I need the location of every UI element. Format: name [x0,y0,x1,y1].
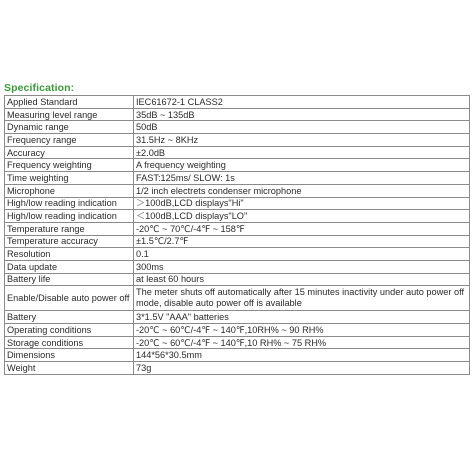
table-row [5,197,470,210]
table-row [5,159,470,172]
table-row [5,324,470,337]
param-cell: Weight [5,362,134,375]
table-row [5,134,470,147]
value-cell: A frequency weighting [134,159,470,172]
table-row [5,286,470,311]
param-cell: Temperature accuracy [5,235,134,248]
param-cell: Battery life [5,273,134,286]
param-cell: Measuring level range [5,108,134,121]
param-cell: Frequency range [5,134,134,147]
table-row [5,235,470,248]
table-row [5,311,470,324]
table-row [5,362,470,375]
param-cell: Dynamic range [5,121,134,134]
table-row [5,210,470,223]
param-cell: Frequency weighting [5,159,134,172]
table-row [5,96,470,109]
table-row [5,349,470,362]
param-cell: Dimensions [5,349,134,362]
table-row [5,184,470,197]
param-cell: Applied Standard [5,96,134,109]
value-cell: ＞100dB,LCD displays"Hi" [134,197,470,210]
param-cell: Operating conditions [5,324,134,337]
value-cell: 3*1.5V "AAA" batteries [134,311,470,324]
table-row [5,273,470,286]
value-cell: ±2.0dB [134,146,470,159]
value-cell: 0.1 [134,248,470,261]
value-cell: 31.5Hz ~ 8KHz [134,134,470,147]
value-cell: at least 60 hours [134,273,470,286]
param-cell: Time weighting [5,172,134,185]
spec-table [4,95,470,375]
value-cell: 35dB ~ 135dB [134,108,470,121]
value-cell: 300ms [134,260,470,273]
value-cell: 144*56*30.5mm [134,349,470,362]
table-row [5,121,470,134]
param-cell: Accuracy [5,146,134,159]
value-cell: The meter shuts off automatically after 15 minutes inactivity under auto power off mode, disable auto power off is available [134,286,470,311]
spec-heading: Specification: [4,82,75,94]
value-cell: FAST:125ms/ SLOW: 1s [134,172,470,185]
param-cell: High/low reading indication [5,210,134,223]
value-cell: ＜100dB,LCD displays"LO" [134,210,470,223]
table-row [5,172,470,185]
table-row [5,146,470,159]
value-cell: -20℃ ~ 70℃/-4℉ ~ 158℉ [134,222,470,235]
table-row [5,336,470,349]
param-cell: Microphone [5,184,134,197]
table-row [5,222,470,235]
value-cell: ±1.5℃/2.7℉ [134,235,470,248]
param-cell: Enable/Disable auto power off [5,286,134,311]
table-row [5,248,470,261]
value-cell: -20℃ ~ 60℃/-4℉ ~ 140℉,10 RH% ~ 75 RH% [134,336,470,349]
param-cell: Data update [5,260,134,273]
table-row [5,260,470,273]
param-cell: Resolution [5,248,134,261]
value-cell: IEC61672-1 CLASS2 [134,96,470,109]
value-cell: 73g [134,362,470,375]
param-cell: High/low reading indication [5,197,134,210]
param-cell: Battery [5,311,134,324]
table-row [5,108,470,121]
param-cell: Temperature range [5,222,134,235]
value-cell: 1/2 inch electrets condenser microphone [134,184,470,197]
value-cell: -20℃ ~ 60℃/-4℉ ~ 140℉,10RH% ~ 90 RH% [134,324,470,337]
param-cell: Storage conditions [5,336,134,349]
value-cell: 50dB [134,121,470,134]
